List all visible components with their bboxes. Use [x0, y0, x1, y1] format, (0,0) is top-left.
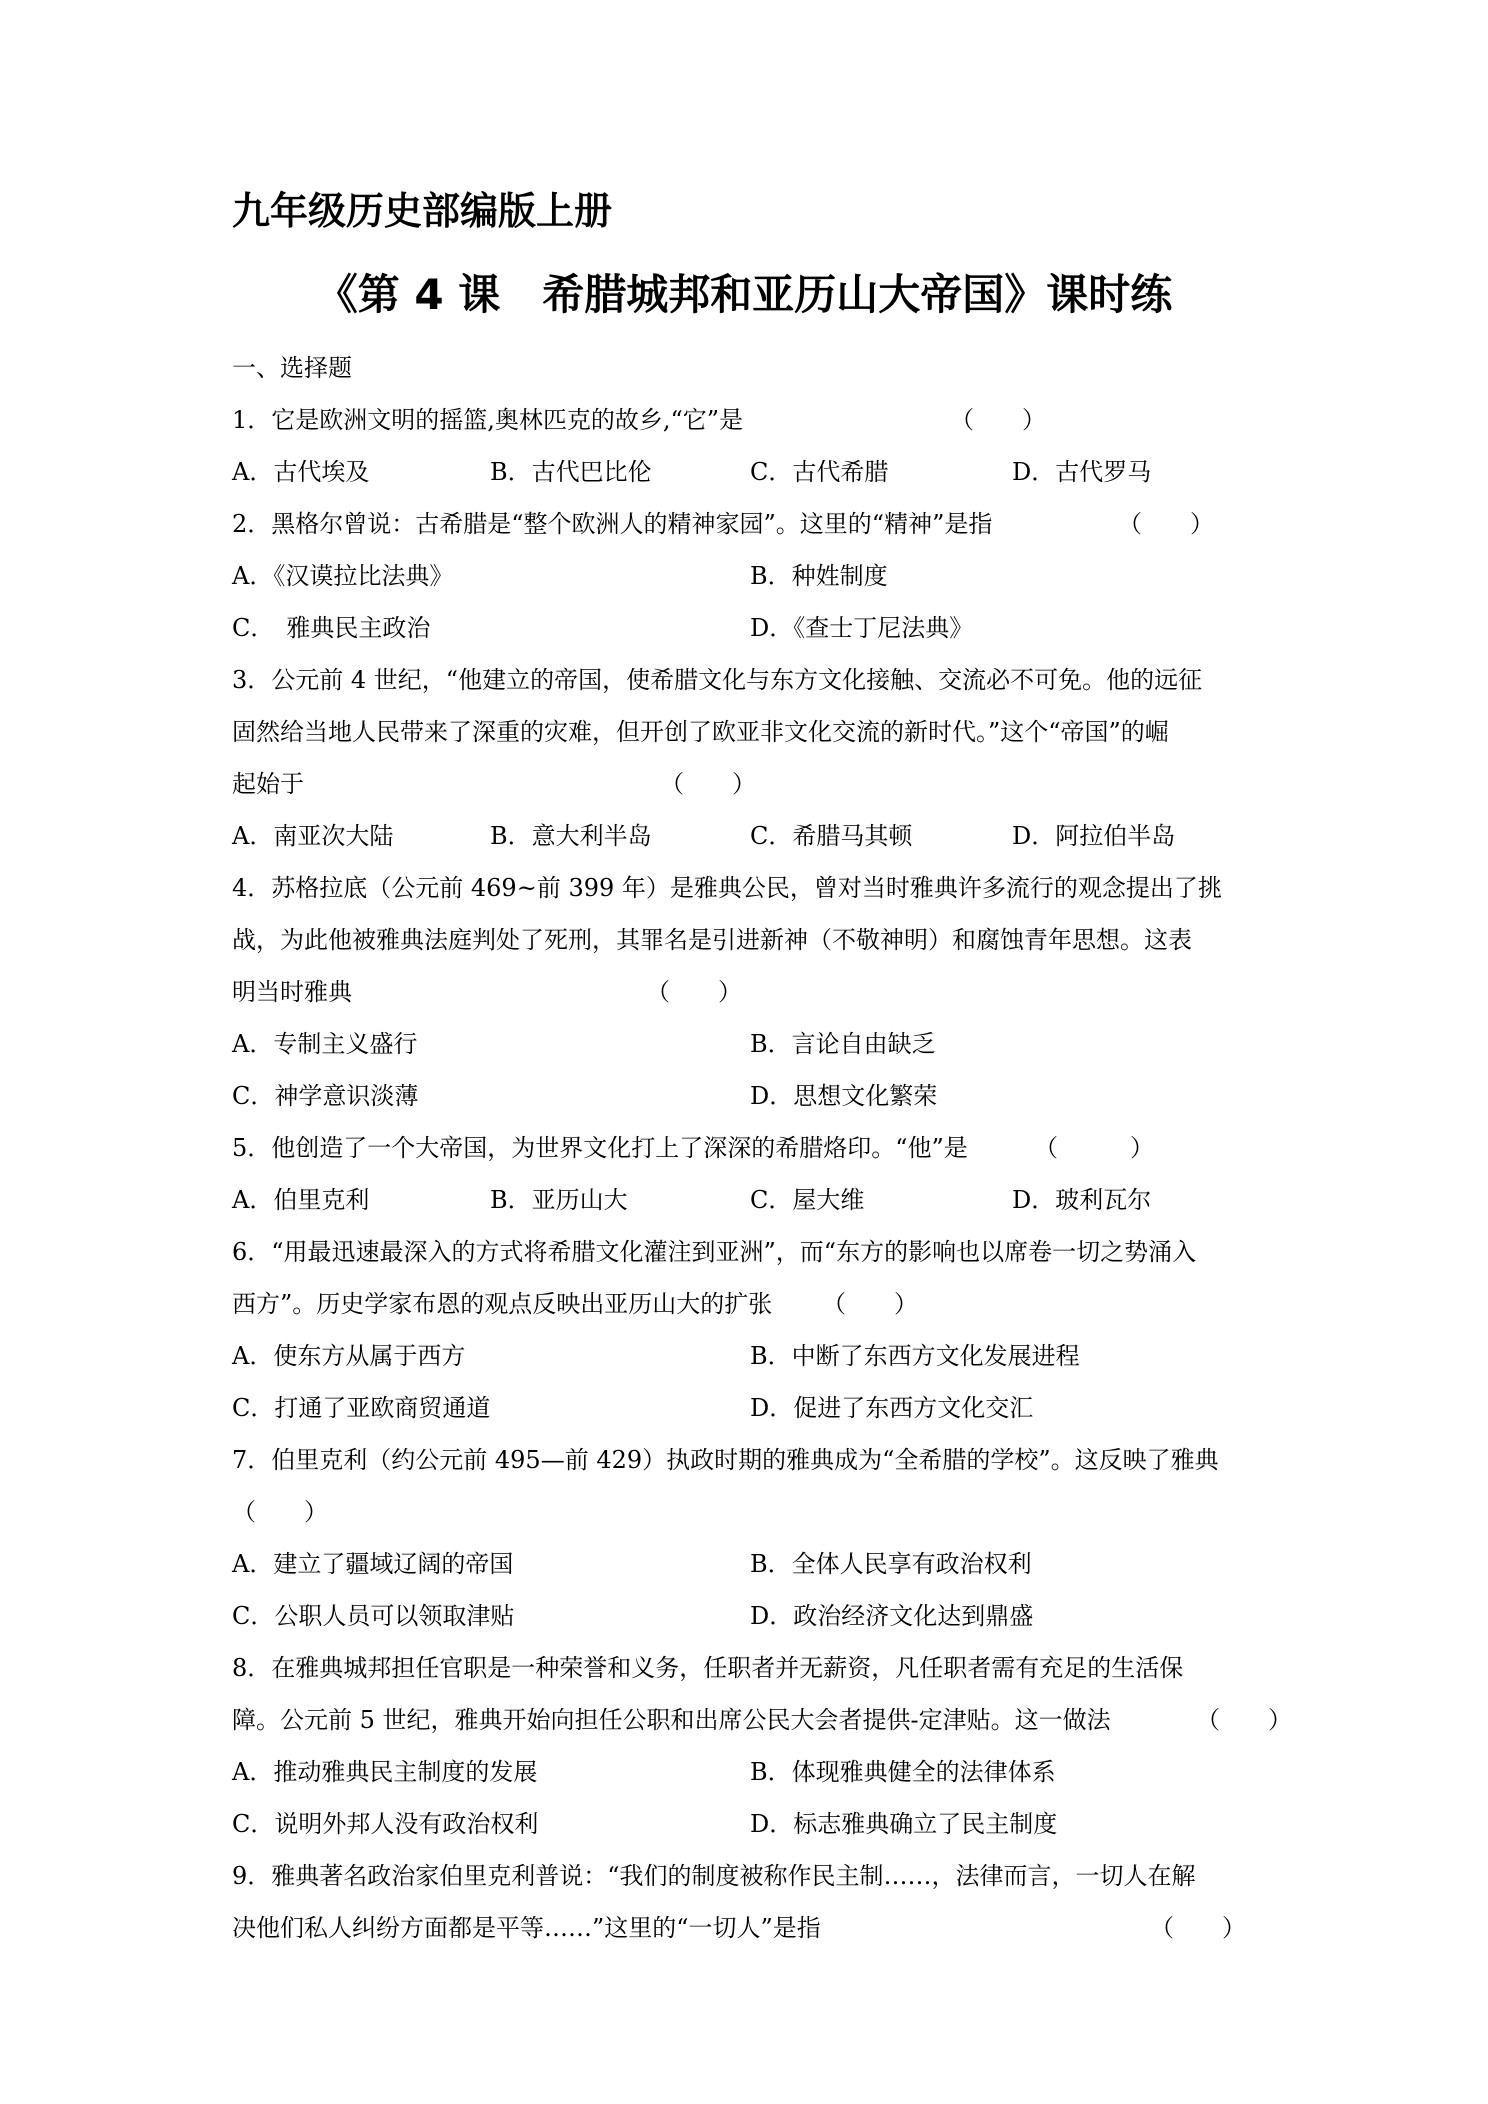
question-2-option-d: D．《查士丁尼法典》 [750, 614, 974, 642]
question-4-option-a: A．专制主义盛行 [232, 1030, 418, 1058]
question-7-option-b: B．全体人民享有政治权利 [750, 1550, 1032, 1578]
question-5-answer-blank: （ ） [1034, 1134, 1154, 1162]
question-3-line-1: 3．公元前 4 世纪，“他建立的帝国，使希腊文化与东方文化接触、交流必不可免。他的远征 [232, 666, 1203, 694]
question-4-line-1: 4．苏格拉底（公元前 469~前 399 年）是雅典公民，曾对当时雅典许多流行的观念提出了挑 [232, 874, 1222, 902]
question-7-option-a: A．建立了疆域辽阔的帝国 [232, 1550, 514, 1578]
question-3-option-a: A．南亚次大陆 [232, 822, 394, 850]
question-5-line-1: 5．他创造了一个大帝国，为世界文化打上了深深的希腊烙印。“他”是 [232, 1134, 968, 1162]
question-4-line-3: 明当时雅典 [232, 978, 352, 1006]
question-7-line-1: 7．伯里克利（约公元前 495—前 429）执政时期的雅典成为“全希腊的学校”。这反映了雅典 [232, 1446, 1219, 1474]
question-9-line-1: 9．雅典著名政治家伯里克利普说：“我们的制度被称作民主制……，法律而言，一切人在解 [232, 1862, 1196, 1890]
question-6-option-d: D．促进了东西方文化交汇 [750, 1394, 1034, 1422]
question-6-option-a: A．使东方从属于西方 [232, 1342, 466, 1370]
question-5-option-d: D．玻利瓦尔 [1012, 1186, 1152, 1214]
question-1-option-b: B．古代巴比伦 [490, 458, 652, 486]
question-1-line-1: 1．它是欧洲文明的摇篮,奥林匹克的故乡,“它”是 [232, 406, 744, 434]
question-5-option-a: A．伯里克利 [232, 1186, 370, 1214]
question-8-option-c: C．说明外邦人没有政治权利 [232, 1810, 539, 1838]
question-1-answer-blank: （ ） [950, 406, 1046, 434]
question-3-answer-blank: （ ） [660, 770, 756, 798]
question-4-option-b: B．言论自由缺乏 [750, 1030, 936, 1058]
question-6-answer-blank: （ ） [822, 1290, 918, 1318]
question-4-option-c: C．神学意识淡薄 [232, 1082, 419, 1110]
question-8-line-1: 8．在雅典城邦担任官职是一种荣誉和义务，任职者并无薪资，凡任职者需有充足的生活保 [232, 1654, 1184, 1682]
question-2-option-c: C． 雅典民主政治 [232, 614, 431, 642]
question-4-answer-blank: （ ） [646, 978, 742, 1006]
document-subtitle: 九年级历史部编版上册 [232, 189, 613, 233]
question-6-option-c: C．打通了亚欧商贸通道 [232, 1394, 491, 1422]
question-5-option-c: C．屋大维 [750, 1186, 865, 1214]
question-2-option-b: B．种姓制度 [750, 562, 888, 590]
question-1-option-c: C．古代希腊 [750, 458, 889, 486]
question-8-option-a: A．推动雅典民主制度的发展 [232, 1758, 538, 1786]
question-6-line-2: 西方”。历史学家布恩的观点反映出亚历山大的扩张 [232, 1290, 773, 1318]
question-4-option-d: D．思想文化繁荣 [750, 1082, 938, 1110]
question-3-option-c: C．希腊马其顿 [750, 822, 913, 850]
question-4-line-2: 战，为此他被雅典法庭判处了死刑，其罪名是引进新神（不敬神明）和腐蚀青年思想。这表 [232, 926, 1192, 954]
question-7-option-c: C．公职人员可以领取津贴 [232, 1602, 515, 1630]
question-3-line-3: 起始于 [232, 770, 304, 798]
question-8-option-d: D．标志雅典确立了民主制度 [750, 1810, 1058, 1838]
question-2-answer-blank: （ ） [1118, 510, 1214, 538]
question-2-line-1: 2．黑格尔曾说：古希腊是“整个欧洲人的精神家园”。这里的“精神”是指 [232, 510, 993, 538]
question-8-option-b: B．体现雅典健全的法律体系 [750, 1758, 1056, 1786]
question-1-option-a: A．古代埃及 [232, 458, 370, 486]
question-7-option-d: D．政治经济文化达到鼎盛 [750, 1602, 1034, 1630]
question-9-line-2: 决他们私人纠纷方面都是平等……”这里的“一切人”是指 [232, 1914, 821, 1942]
question-3-line-2: 固然给当地人民带来了深重的灾难，但开创了欧亚非文化交流的新时代。”这个“帝国”的崛 [232, 718, 1169, 746]
question-6-line-1: 6．“用最迅速最深入的方式将希腊文化灌注到亚洲”，而“东方的影响也以席卷一切之势涌入 [232, 1238, 1197, 1266]
question-5-option-b: B．亚历山大 [490, 1186, 628, 1214]
question-8-answer-blank: （ ） [1196, 1706, 1292, 1734]
question-7-answer-blank: （ ） [232, 1498, 328, 1526]
question-2-option-a: A．《汉谟拉比法典》 [232, 562, 454, 590]
document-title: 《第 4 课 希腊城邦和亚历山大帝国》课时练 [315, 270, 1173, 319]
question-9-answer-blank: （ ） [1150, 1914, 1246, 1942]
question-6-option-b: B．中断了东西方文化发展进程 [750, 1342, 1080, 1370]
section-heading: 一、选择题 [232, 354, 352, 382]
question-8-line-2: 障。公元前 5 世纪，雅典开始向担任公职和出席公民大会者提供-定津贴。这一做法 [232, 1706, 1111, 1734]
question-3-option-d: D．阿拉伯半岛 [1012, 822, 1176, 850]
question-3-option-b: B．意大利半岛 [490, 822, 652, 850]
question-1-option-d: D．古代罗马 [1012, 458, 1152, 486]
